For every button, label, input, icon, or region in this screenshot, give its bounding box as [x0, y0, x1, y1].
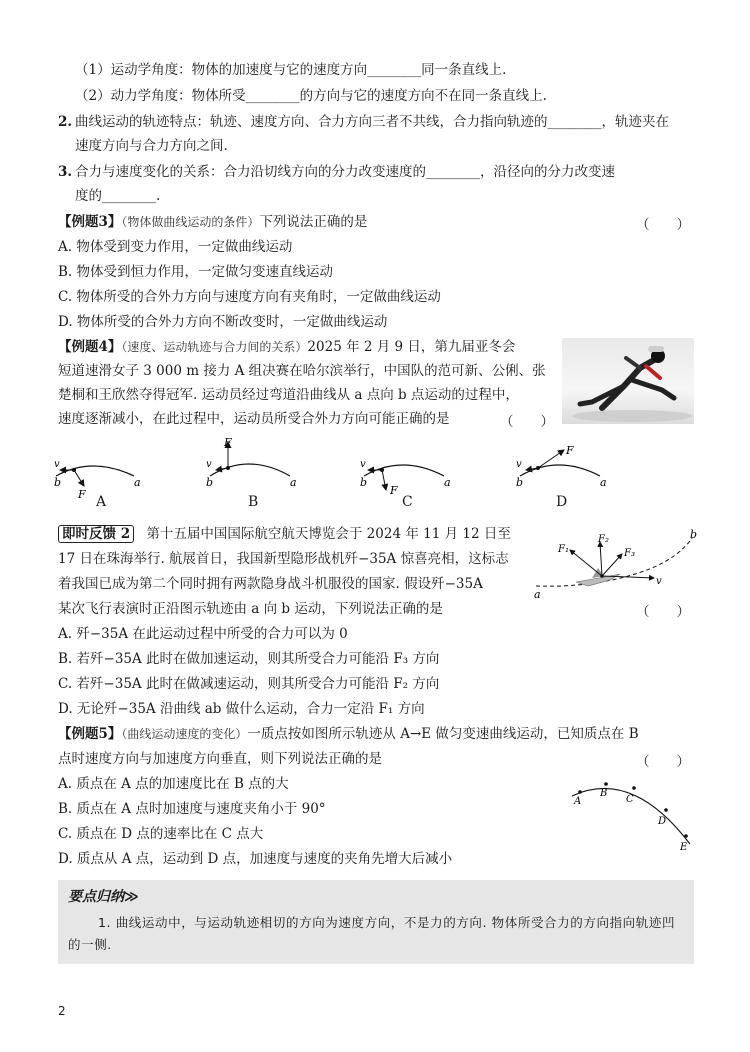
feedback2-stem-2: 17 日在珠海举行. 航展首日，我国新型隐形战机歼−35A 惊喜亮相，这标志 — [58, 551, 509, 567]
diagram-d-v: v — [516, 459, 522, 470]
example5-stem-1 — [58, 725, 639, 743]
diagram-b-f: F — [224, 436, 232, 449]
example5-option-b: B. 质点在 A 点时加速度与速度夹角小于 90° — [58, 801, 326, 817]
feedback2-stem-1 — [58, 525, 511, 543]
trajectory-point-a: A — [574, 796, 582, 807]
item-number-3: 3. — [58, 164, 73, 180]
example5-option-d: D. 质点从 A 点，运动到 D 点，加速度与速度的夹角先增大后减小 — [58, 851, 453, 867]
diagram-option-b — [206, 436, 297, 489]
diagram-d-f: F — [566, 444, 574, 457]
line-trajectory-features-cont: 速度方向与合力方向之间. — [75, 138, 228, 154]
example5-note: （曲线运动速度的变化） — [121, 727, 248, 741]
trajectory-point-c: C — [626, 794, 634, 805]
diagram-c-f: F — [390, 484, 398, 497]
feedback2-option-d: D. 无论歼−35A 沿曲线 ab 做什么运动，合力一定沿 F₁ 方向 — [58, 701, 425, 717]
example5-trajectory-figure — [562, 774, 702, 854]
jet-icon — [576, 568, 620, 586]
key-points-box — [58, 880, 694, 964]
line-dynamics: （2）动力学角度：物体所受________的方向与它的速度方向不在同一条直线上. — [75, 88, 547, 104]
example4-answer-blank: （ ） — [500, 414, 554, 430]
diagram-option-c — [360, 459, 451, 497]
example3-option-a: A. 物体受到变力作用，一定做曲线运动 — [58, 239, 293, 255]
example4-label-d: D — [556, 494, 568, 510]
example4-note: （速度、运动轨迹与合力间的关系） — [121, 340, 308, 354]
diagram-c-a: a — [444, 476, 451, 489]
example3-option-b: B. 物体受到恒力作用，一定做匀变速直线运动 — [58, 264, 334, 280]
diagram-b-a: a — [290, 476, 297, 489]
diagram-a-a: a — [134, 476, 141, 489]
line-kinematics: （1）运动学角度：物体的加速度与它的速度方向________同一条直线上. — [75, 62, 507, 78]
diagram-option-d — [516, 444, 607, 489]
feedback2-option-b: B. 若歼−35A 此时在做加速运动，则其所受合力可能沿 F₃ 方向 — [58, 651, 440, 667]
example3-tag: 【例题3】 — [58, 214, 122, 230]
diagram-c-v: v — [360, 459, 366, 470]
example5-option-a: A. 质点在 A 点的加速度比在 B 点的大 — [58, 776, 289, 792]
example4-date: 2025 年 2 月 9 日，第九届亚冬会 — [307, 339, 516, 355]
example4-stem-4: 速度逐渐减小，在此过程中，运动员所受合外力方向可能正确的是 — [58, 411, 450, 427]
example5-stem-2: 点时速度方向与加速度方向垂直，则下列说法正确的是 — [58, 751, 382, 767]
example5-answer-blank: （ ） — [636, 754, 690, 770]
example5-tag: 【例题5】 — [58, 726, 122, 742]
example3-stem — [58, 213, 367, 231]
item-number-2: 2. — [58, 114, 73, 130]
key-points-text: 1. 曲线运动中，与运动轨迹相切的方向为速度方向，不是力的方向. 物体所受合力的方向指向轨迹凹的一侧. — [68, 915, 676, 952]
example3-question: 下列说法正确的是 — [259, 214, 368, 230]
key-points-title: 要点归纳≫ — [68, 889, 139, 905]
example4-tag: 【例题4】 — [58, 339, 122, 355]
example4-stem-1 — [58, 338, 515, 356]
example5-option-c: C. 质点在 D 点的速率比在 C 点大 — [58, 826, 264, 842]
trajectory-point-e: E — [680, 842, 688, 853]
jet-f2: F₂ — [598, 534, 609, 545]
jet-a: a — [534, 588, 541, 601]
example5-text-1: 一质点按如图所示轨迹从 A→E 做匀变速曲线运动，已知质点在 B — [247, 726, 639, 742]
example4-stem-3: 楚桐和王欣然夺得冠军. 运动员经过弯道沿曲线从 a 点向 b 点运动的过程中， — [58, 387, 519, 403]
diagram-b-b: b — [206, 476, 214, 489]
jet-v: v — [656, 576, 662, 587]
diagram-d-b: b — [516, 476, 524, 489]
trajectory-point-b: B — [600, 788, 608, 799]
trajectory-point-d: D — [658, 816, 667, 827]
feedback2-option-c: C. 若歼−35A 此时在做减速运动，则其所受合力可能沿 F₂ 方向 — [58, 676, 440, 692]
line-force-velocity-relation-cont: 度的________. — [75, 188, 161, 204]
diagram-a-v: v — [54, 459, 60, 470]
diagram-c-b: b — [360, 476, 368, 489]
line-trajectory-features: 曲线运动的轨迹特点：轨迹、速度方向、合力方向三者不共线，合力指向轨迹的________，轨迹夹在 — [75, 114, 669, 130]
feedback2-stem-3: 着我国已成为第二个同时拥有两款隐身战斗机服役的国家. 假设歼−35A — [58, 576, 483, 592]
feedback2-text-1: 第十五届中国国际航空航天博览会于 2024 年 11 月 12 日至 — [146, 526, 511, 542]
example4-option-diagrams — [52, 436, 692, 516]
line-force-velocity-relation: 合力与速度变化的关系：合力沿切线方向的分力改变速度的________，沿径向的分力改变速 — [75, 164, 615, 180]
feedback2-stem-4: 某次飞行表演时正沿图示轨迹由 a 向 b 运动，下列说法正确的是 — [58, 601, 443, 617]
diagram-a-f: F — [78, 488, 86, 501]
feedback2-answer-blank: （ ） — [636, 604, 690, 620]
diagram-d-a: a — [600, 476, 607, 489]
feedback2-tag: 即时反馈 2 — [58, 525, 134, 543]
page-number: 2 — [58, 1004, 66, 1018]
jet-b: b — [690, 528, 698, 541]
example3-option-d: D. 物体所受的合外力方向不断改变时，一定做曲线运动 — [58, 314, 388, 330]
example3-option-c: C. 物体所受的合外力方向与速度方向有夹角时，一定做曲线运动 — [58, 289, 441, 305]
example4-label-c: C — [402, 494, 413, 510]
jet-f1: F₁ — [558, 544, 569, 555]
example3-answer-blank: （ ） — [636, 217, 690, 233]
jet-f3: F₃ — [624, 548, 635, 559]
diagram-b-v: v — [206, 459, 212, 470]
skater-photo — [562, 338, 694, 424]
feedback2-jet-figure — [532, 528, 702, 602]
feedback2-option-a: A. 歼−35A 在此运动过程中所受的合力可以为 0 — [58, 626, 348, 642]
example4-label-a: A — [96, 494, 107, 510]
diagram-a-b: b — [54, 476, 62, 489]
example4-label-b: B — [248, 494, 259, 510]
example4-stem-2: 短道速滑女子 3 000 m 接力 A 组决赛在哈尔滨举行，中国队的范可新、公俐、张 — [58, 363, 546, 379]
example3-note: （物体做曲线运动的条件） — [121, 215, 260, 229]
